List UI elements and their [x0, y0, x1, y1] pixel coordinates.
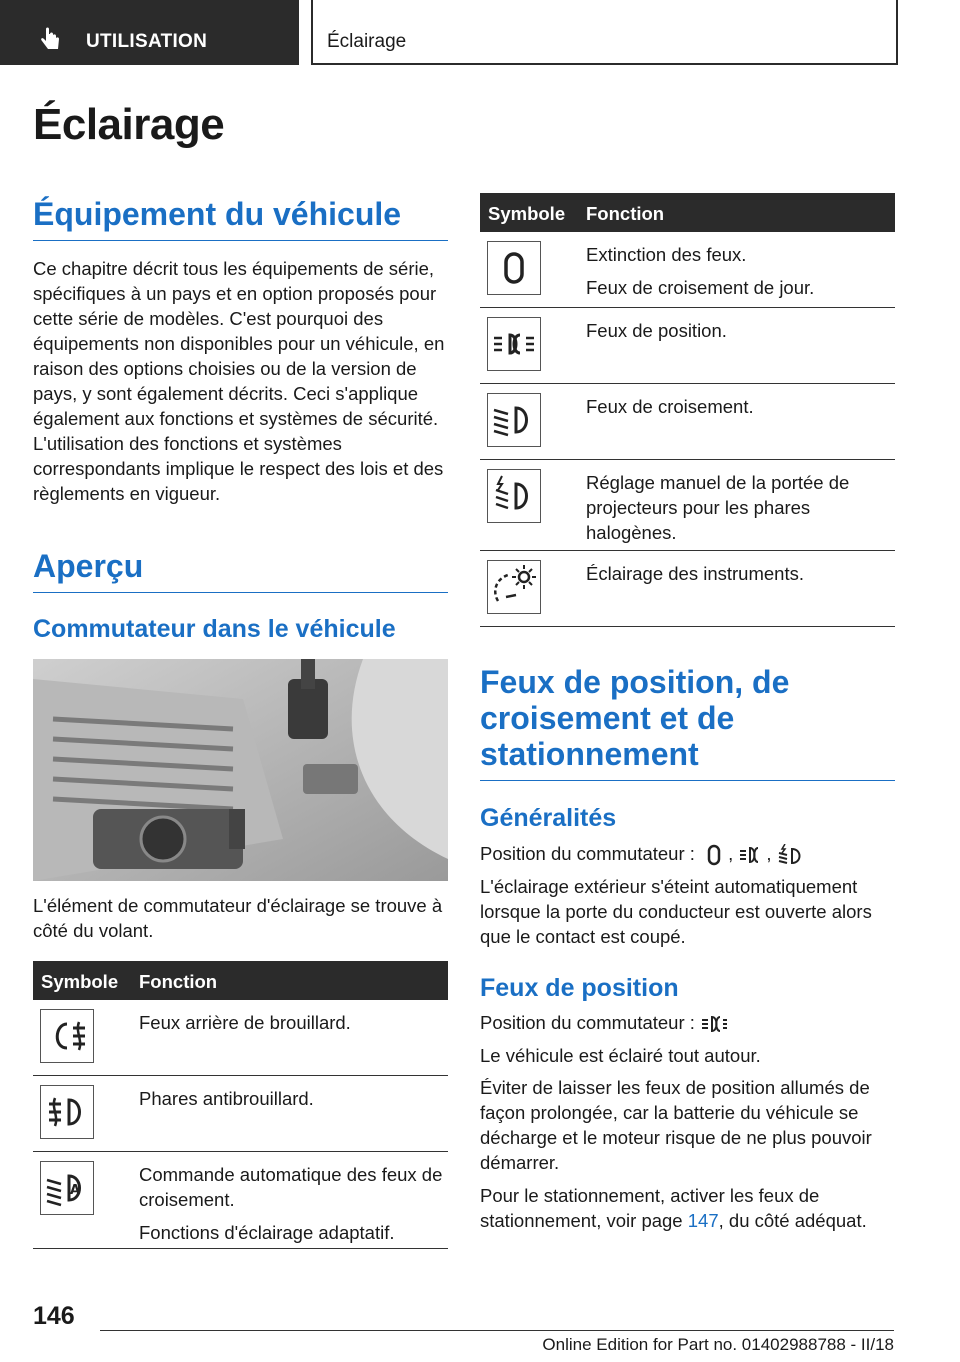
function-text: Extinction des feux.	[586, 244, 747, 265]
light-switch-photo	[33, 659, 448, 881]
separator: ,	[728, 843, 734, 864]
table-row	[480, 551, 895, 627]
headlight-range-icon	[487, 469, 541, 523]
headlight-range-icon	[777, 844, 805, 866]
parking-paragraph-2: Éviter de laisser les feux de position allumés de façon prolongée, car la batterie du véhicule se décharge et le moteur risque de ne plus pouvoir démarrer.	[480, 1077, 872, 1173]
position-label: Position du commutateur :	[480, 843, 695, 864]
section-title-equipment: Équipement du véhicule	[33, 196, 448, 241]
parking-paragraph-1: Le véhicule est éclairé tout autour.	[480, 1045, 761, 1066]
footer-divider	[100, 1330, 894, 1331]
edition-label: Online Edition for Part no. 01402988788 - II/18	[542, 1335, 894, 1354]
svg-text:A: A	[70, 1183, 81, 1198]
function-text: Éclairage des instruments.	[586, 563, 804, 584]
table-row	[480, 308, 895, 384]
general-position-line	[480, 841, 895, 866]
table-row	[33, 1152, 448, 1249]
parking-text: Pour le stationnement, activer les feux de stationnement, voir page	[480, 1185, 820, 1231]
instrument-lighting-icon	[487, 560, 541, 614]
parking-paragraph-3	[480, 1183, 895, 1233]
table-header	[33, 961, 448, 1000]
table-row	[480, 460, 895, 551]
subsection-title-switch: Commutateur dans le véhicule	[33, 615, 396, 643]
page-title: Éclairage	[33, 100, 225, 149]
header-function: Fonction	[586, 203, 665, 224]
function-text: Phares antibrouillard.	[139, 1088, 314, 1109]
page-number: 146	[33, 1302, 75, 1330]
symbol-table-right	[480, 193, 895, 627]
chapter-label: UTILISATION	[86, 31, 208, 52]
rear-fog-light-icon	[40, 1009, 94, 1063]
parking-lights-icon	[700, 1013, 728, 1035]
table-header	[480, 193, 895, 232]
photo-caption: L'élément de commutateur d'éclairage se trouve à côté du volant.	[33, 895, 443, 941]
header-function: Fonction	[139, 971, 218, 992]
front-fog-light-icon	[40, 1085, 94, 1139]
parking-position-line	[480, 1010, 895, 1035]
symbol-table-left	[33, 961, 448, 1249]
chapter-tab[interactable]	[0, 0, 299, 65]
lights-off-icon	[700, 844, 728, 866]
general-paragraph: L'éclairage extérieur s'éteint automatiquement lorsque la porte du conducteur est ouverte alors que le contact est coupé.	[480, 876, 872, 947]
position-label: Position du commutateur :	[480, 1012, 695, 1033]
function-text: Feux de position.	[586, 320, 727, 341]
section-title-overview: Aperçu	[33, 548, 448, 593]
function-text: Réglage manuel de la portée de projecteurs pour les phares halogènes.	[586, 472, 850, 543]
page-link[interactable]: 147	[687, 1210, 719, 1231]
auto-low-beam-icon	[40, 1161, 94, 1215]
hand-pointer-icon	[38, 27, 64, 53]
table-row	[480, 232, 895, 308]
header-symbol: Symbole	[488, 203, 566, 224]
breadcrumb	[311, 0, 898, 65]
lights-off-icon	[487, 241, 541, 295]
subsection-title-general: Généralités	[480, 804, 617, 832]
parking-lights-icon	[738, 844, 766, 866]
table-row	[33, 1076, 448, 1152]
parking-text: , du côté adéquat.	[718, 1210, 867, 1231]
function-text: Feux arrière de brouillard.	[139, 1012, 351, 1033]
table-row	[480, 384, 895, 460]
subsection-title-parking: Feux de position	[480, 974, 679, 1002]
breadcrumb-label: Éclairage	[327, 31, 407, 52]
separator: ,	[766, 843, 772, 864]
function-text: Fonctions d'éclairage adaptatif.	[139, 1222, 395, 1243]
function-text: Feux de croisement.	[586, 396, 754, 417]
section-title-lights: Feux de position, de croisement et de stationnement	[480, 664, 895, 781]
function-text: Feux de croisement de jour.	[586, 277, 815, 298]
function-text: Commande automatique des feux de croisement.	[139, 1164, 443, 1210]
equipment-paragraph: Ce chapitre décrit tous les équipements de série, spécifiques à un pays et en option proposés pour cette série de modèles. C'est pourquoi des équipements non disponibles pour un véhicule, en raison des options choisies ou de la version de pays, y sont également décrits. Ceci s'applique également aux fonctions et systèmes de sécurité. L'utilisation des fonctions et systèmes correspondants implique le respect des lois et des règlements en vigueur.	[33, 258, 445, 504]
parking-lights-icon	[487, 317, 541, 371]
header-symbol: Symbole	[41, 971, 119, 992]
table-row	[33, 1000, 448, 1076]
low-beam-icon	[487, 393, 541, 447]
